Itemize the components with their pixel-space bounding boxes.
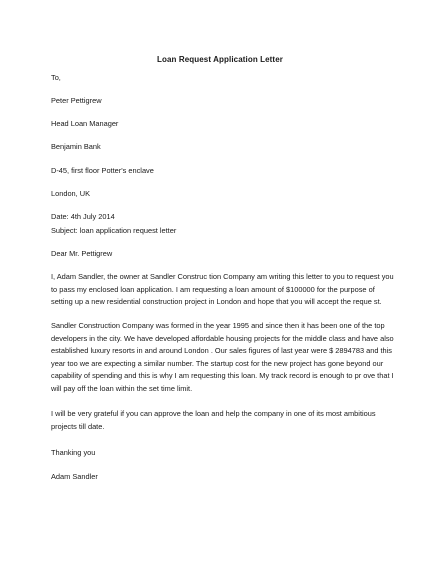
letter-subject: Subject: loan application request letter: [51, 226, 177, 235]
paragraph-line: projects till date.: [51, 421, 105, 431]
paragraph-line: will pay off the loan within the set time limit.: [51, 383, 193, 393]
letter-date: Date: 4th July 2014: [51, 212, 115, 221]
paragraph-line: Sandler Construction Company was formed in the year 1995 and since then it has been one of the top: [51, 321, 385, 330]
paragraph-1: [51, 271, 394, 309]
recipient-company: Benjamin Bank: [51, 142, 101, 151]
salutation-to: To,: [51, 73, 61, 82]
paragraph-line: I will be very grateful if you can approve the loan and help the company in one of its most ambitious: [51, 409, 376, 418]
paragraph-line: established luxury resorts in and around London . Our sales figures of last year were $ 2894783 and this: [51, 346, 392, 356]
paragraph-line: year too we are expecting a similar number. The startup cost for the new project has gone beyond our: [51, 358, 384, 368]
closing: Thanking you: [51, 448, 96, 457]
address-line-2: London, UK: [51, 189, 91, 198]
paragraph-line: to pass my enclosed loan application. I am requesting a loan amount of $100000 for the purpose of: [51, 284, 375, 294]
paragraph-line: developers in the city. We have developed affordable housing projects for the middle class and have also: [51, 333, 394, 343]
paragraph-line: capability of spending and this is why I am requesting this loan. My track record is enough to pr ove that I: [51, 371, 394, 381]
paragraph-2: [51, 320, 394, 396]
signature: Adam Sandler: [51, 472, 98, 481]
paragraph-line: setting up a new residential construction project in London and hope that you will accept the reque st.: [51, 297, 382, 307]
paragraph-line: I, Adam Sandler, the owner at Sandler Construc tion Company am writing this letter to you to request you: [51, 272, 394, 281]
letter-title: Loan Request Application Letter: [157, 55, 283, 64]
greeting: Dear Mr. Pettigrew: [51, 249, 113, 258]
recipient-title: Head Loan Manager: [51, 119, 119, 128]
paragraph-3: [51, 408, 391, 433]
address-line-1: D-45, first floor Potter's enclave: [51, 166, 154, 175]
recipient-name: Peter Pettigrew: [51, 96, 102, 105]
